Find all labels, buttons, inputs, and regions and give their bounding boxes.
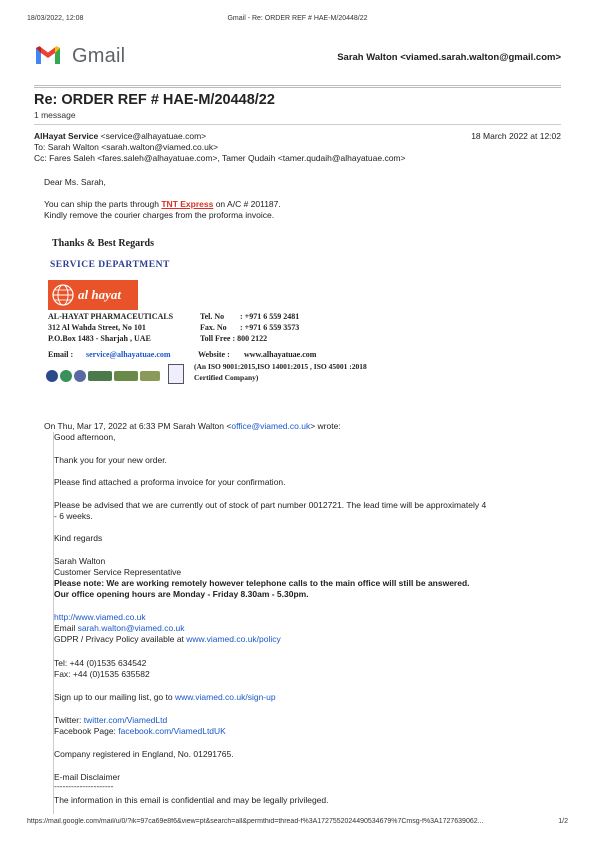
certification-badges (46, 368, 146, 384)
sig-tel: : +971 6 559 2481 (240, 312, 300, 321)
quote-intro-pre: On Thu, Mar 17, 2022 at 6:33 PM Sarah Walton < (44, 421, 232, 431)
header-divider-2 (34, 87, 561, 88)
quote-email-link[interactable]: sarah.walton@viamed.co.uk (77, 623, 185, 633)
message-date: 18 March 2022 at 12:02 (471, 131, 561, 141)
quote-twitter-pre: Twitter: (54, 715, 84, 725)
sig-iso-1: (An ISO 9001:2015,ISO 14001:2015 , ISO 45001 :2018 (194, 362, 367, 371)
quote-role: Customer Service Representative (54, 567, 182, 577)
quote-gdpr-link[interactable]: www.viamed.co.uk/policy (186, 634, 281, 644)
quote-intro-email-link[interactable]: office@viamed.co.uk (231, 421, 311, 431)
quote-email-label: Email (54, 623, 78, 633)
message-to: To: Sarah Walton <sarah.walton@viamed.co.uk> (34, 142, 219, 152)
quote-web-link[interactable]: http://www.viamed.co.uk (54, 612, 146, 622)
quote-email (54, 623, 185, 634)
print-footer-page: 1/2 (558, 818, 568, 825)
message-cc: Cc: Fares Saleh <fares.saleh@alhayatuae.com>, Tamer Qudaih <tamer.qudaih@alhayatuae.com> (34, 153, 406, 163)
alhayat-logo (48, 280, 138, 310)
quote-note-1: Please note: We are working remotely however telephone calls to the main office will still be answered. (54, 578, 470, 588)
gmail-logo-icon (34, 44, 62, 66)
quote-gdpr (54, 634, 281, 645)
quote-company: Company registered in England, No. 01291765. (54, 749, 234, 759)
quote-disclaimer: E-mail Disclaimer (54, 772, 121, 782)
quote-signup (54, 692, 276, 703)
cert-badge-icon (88, 371, 112, 381)
account-user: Sarah Walton <viamed.sarah.walton@gmail.com> (337, 52, 561, 63)
quote-twitter-link[interactable]: twitter.com/ViamedLtd (83, 715, 168, 725)
quote-facebook-link[interactable]: facebook.com/ViamedLtdUK (118, 726, 226, 736)
ukas-badge-icon (168, 364, 184, 384)
quote-intro (44, 421, 341, 432)
sig-fax: : +971 6 559 3573 (240, 323, 300, 332)
quote-p1: Thank you for your new order. (54, 455, 167, 465)
message-count: 1 message (34, 110, 76, 120)
sig-pobox: P.O.Box 1483 - Sharjah , UAE (48, 334, 151, 343)
quote-greet: Good afternoon, (54, 432, 116, 442)
message-from (34, 131, 206, 142)
quote-intro-post: > wrote: (310, 421, 341, 431)
sig-fax-label: Fax. No (200, 323, 227, 332)
quote-gdpr-pre: GDPR / Privacy Policy available at (54, 634, 187, 644)
signature-regards: Thanks & Best Regards (52, 238, 154, 249)
quote-p3a: Please be advised that we are currently out of stock of part number 0012721. The lead time will be approximately 4 (54, 500, 487, 510)
sig-street: 312 Al Wahda Street, No 101 (48, 323, 146, 332)
quote-p2: Please find attached a proforma invoice for your confirmation. (54, 477, 286, 487)
body-line-1-post: on A/C # 201187. (213, 199, 281, 209)
quote-name: Sarah Walton (54, 556, 106, 566)
quote-p3b: - 6 weeks. (54, 511, 93, 521)
quote-signup-link[interactable]: www.viamed.co.uk/sign-up (174, 692, 276, 702)
from-name: AlHayat Service (34, 131, 99, 141)
quote-note-2: Our office opening hours are Monday - Friday 8.30am - 5.30pm. (54, 589, 309, 599)
sig-website-label: Website : (198, 350, 230, 359)
sig-email[interactable]: service@alhayatuae.com (86, 350, 171, 359)
cert-badge-icon (140, 371, 160, 381)
quote-fax: Fax: +44 (0)1535 635582 (54, 669, 150, 679)
greeting: Dear Ms. Sarah, (44, 177, 106, 187)
cert-badge-icon (114, 371, 138, 381)
cert-badge-icon (60, 370, 72, 382)
sig-iso-2: Certified Company) (194, 373, 259, 382)
quote-confidential: The information in this email is confidential and may be legally privileged. (54, 795, 329, 805)
from-email: <service@alhayatuae.com> (100, 131, 207, 141)
gmail-wordmark: Gmail (72, 45, 126, 67)
print-footer-url: https://mail.google.com/mail/u/0/?ik=97ca69e8f6&view=pt&search=all&permthid=thread-f%3A1727552024490534679%7Cmsg-f%3A1727639062... (27, 818, 484, 825)
print-datetime: 18/03/2022, 12:08 (27, 15, 84, 22)
subject-divider (34, 124, 561, 125)
body-line-1 (44, 199, 281, 210)
sig-tel-label: Tel. No (200, 312, 225, 321)
quote-dashes: --------------------- (54, 781, 114, 791)
sig-company: AL-HAYAT PHARMACEUTICALS (48, 312, 174, 321)
sig-email-label: Email : (48, 350, 74, 359)
body-line-2: Kindly remove the courier charges from the proforma invoice. (44, 210, 275, 220)
logo-text: al hayat (78, 287, 121, 302)
quote-tel: Tel: +44 (0)1535 634542 (54, 658, 147, 668)
tnt-express-link[interactable]: TNT Express (161, 199, 214, 209)
cert-badge-icon (74, 370, 86, 382)
body-line-1-pre: You can ship the parts through (44, 199, 162, 209)
print-page-title: Gmail - Re: ORDER REF # HAE-M/20448/22 (227, 15, 368, 22)
quote-facebook-pre: Facebook Page: (54, 726, 119, 736)
quote-kind-regards: Kind regards (54, 533, 103, 543)
quote-facebook (54, 726, 226, 737)
quote-twitter (54, 715, 167, 726)
sig-tollfree: Toll Free : 800 2122 (200, 334, 268, 343)
thread-subject: Re: ORDER REF # HAE-M/20448/22 (34, 92, 275, 108)
header-divider (34, 85, 561, 86)
quote-signup-pre: Sign up to our mailing list, go to (54, 692, 175, 702)
signature-department: SERVICE DEPARTMENT (50, 260, 170, 270)
sig-website[interactable]: www.alhayatuae.com (244, 350, 317, 359)
cert-badge-icon (46, 370, 58, 382)
globe-icon (51, 283, 75, 307)
